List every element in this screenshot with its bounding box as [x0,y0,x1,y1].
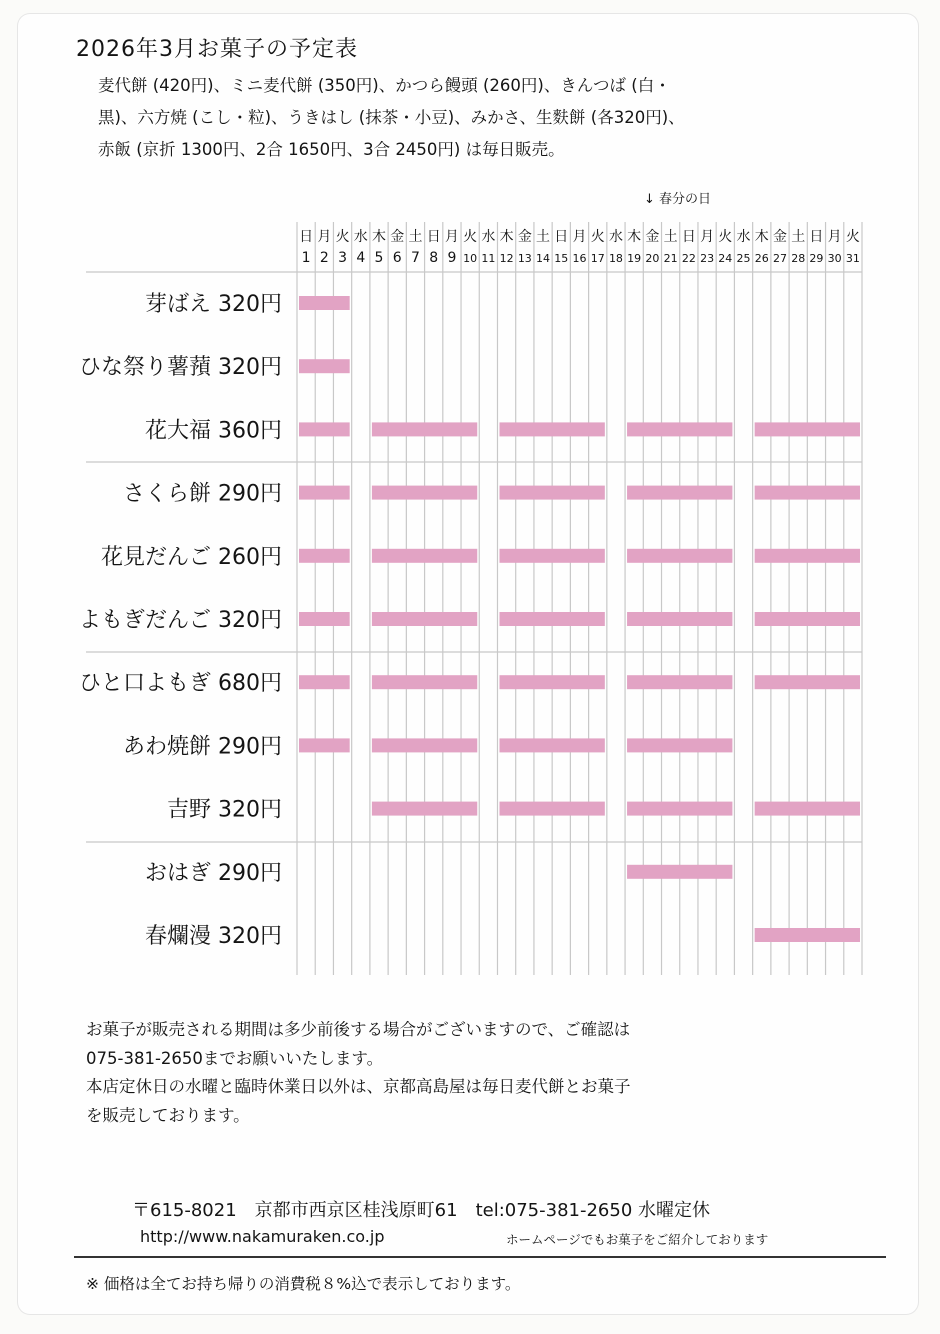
day-number-label: 1 [301,250,311,266]
shop-address: 〒615-8021 京都市西京区桂浅原町61 tel:075-381-2650 水曜定休 [132,1200,710,1221]
weekday-label: 月 [317,229,332,245]
availability-bar [299,738,350,752]
weekday-label: 金 [390,229,405,245]
weekday-label: 日 [809,229,824,245]
day-number-label: 11 [481,252,496,265]
weekday-label: 金 [772,229,787,245]
item-label: ひと口よもぎ 680円 [79,671,282,697]
day-number-label: 2 [319,250,329,266]
availability-bar [755,422,860,436]
availability-bar [299,675,350,689]
weekday-label: 土 [791,229,806,245]
availability-bar [299,549,350,563]
day-number-label: 20 [645,252,660,265]
day-number-label: 8 [429,250,439,266]
availability-bar [627,486,732,500]
item-label: 花大福 360円 [145,418,282,444]
item-label: あわ焼餅 290円 [123,734,282,760]
intro-line: 黒)、六方焼 (こし・粒)、うきはし (抹茶・小豆)、みかさ、生麩餅 (各320円)、 [98,108,685,127]
availability-bar [499,738,604,752]
weekday-label: 水 [736,229,751,245]
day-number-label: 27 [772,252,787,265]
intro-line: 麦代餅 (420円)、ミニ麦代餅 (350円)、かつら饅頭 (260円)、きんつば (白・ [98,76,671,95]
weekday-label: 月 [827,229,842,245]
day-number-label: 30 [827,252,842,265]
item-label: さくら餅 290円 [123,481,282,507]
day-number-label: 19 [627,252,642,265]
weekday-label: 土 [536,229,551,245]
day-number-label: 23 [700,252,715,265]
weekday-label: 火 [335,229,350,245]
note-line: 075-381-2650までお願いいたします。 [86,1048,384,1068]
day-number-label: 4 [356,250,366,266]
weekday-label: 土 [663,229,678,245]
day-number-label: 24 [718,252,733,265]
day-number-label: 7 [411,250,420,266]
weekday-label: 水 [608,229,623,245]
availability-bar [372,486,477,500]
availability-bar [372,549,477,563]
item-label: 吉野 320円 [167,797,282,823]
availability-bar [372,802,477,816]
weekday-label: 木 [627,229,642,245]
day-number-label: 25 [736,252,751,265]
availability-bar [499,802,604,816]
intro-line: 赤飯 (京折 1300円、2合 1650円、3合 2450円) は毎日販売。 [98,140,565,159]
weekday-label: 月 [700,229,715,245]
day-number-label: 22 [681,252,696,265]
item-label: おはぎ 290円 [145,860,282,886]
day-number-label: 14 [536,252,551,265]
day-number-label: 10 [463,252,478,265]
availability-bar [499,612,604,626]
day-number-label: 3 [338,250,348,266]
availability-bar [299,612,350,626]
website-link[interactable]: http://www.nakamuraken.co.jp [140,1227,385,1246]
day-number-label: 12 [499,252,514,265]
weekday-label: 火 [590,229,605,245]
weekday-label: 火 [463,229,478,245]
availability-bar [299,486,350,500]
day-number-label: 26 [754,252,769,265]
day-number-label: 21 [663,252,678,265]
availability-bar [499,675,604,689]
weekday-label: 水 [353,229,368,245]
availability-bar [372,675,477,689]
availability-bar [627,865,732,879]
item-label: 芽ばえ 320円 [145,292,282,317]
availability-bar [755,675,860,689]
availability-bar [627,549,732,563]
day-number-label: 18 [608,252,623,265]
availability-bar [627,675,732,689]
availability-bar [755,612,860,626]
day-number-label: 17 [590,252,605,265]
item-label: よもぎだんご 320円 [79,608,282,633]
homepage-note: ホームページでもお菓子をご紹介しております [506,1232,769,1247]
day-number-label: 31 [845,252,860,265]
availability-bar [499,549,604,563]
availability-bar [372,738,477,752]
weekday-label: 火 [845,229,860,245]
note-line: を販売しております。 [86,1105,250,1125]
availability-bar [755,802,860,816]
availability-bar [627,612,732,626]
availability-bar [499,422,604,436]
tax-note: ※ 価格は全てお持ち帰りの消費税８%込で表示しております。 [86,1275,521,1293]
availability-bar [755,549,860,563]
item-label: 春爛漫 320円 [145,924,282,949]
availability-bar [372,612,477,626]
weekday-label: 月 [572,229,587,245]
availability-bar [627,738,732,752]
weekday-label: 日 [554,229,569,245]
item-label: 花見だんご 260円 [101,544,282,570]
note-line: 本店定休日の水曜と臨時休業日以外は、京都高島屋は毎日麦代餅とお菓子 [86,1077,631,1096]
weekday-label: 木 [372,229,387,245]
day-number-label: 13 [517,252,532,265]
divider [74,1256,886,1258]
day-number-label: 6 [392,250,402,266]
availability-bar [755,928,860,942]
weekday-label: 金 [517,229,532,245]
notes-block [86,1016,631,1130]
availability-bar [627,422,732,436]
weekday-label: 火 [718,229,733,245]
day-number-label: 15 [554,252,569,265]
weekday-label: 月 [444,229,459,245]
availability-bar [299,296,350,310]
day-number-label: 16 [572,252,587,265]
equinox-label: ↓ 春分の日 [644,192,712,207]
weekday-label: 日 [681,229,696,245]
day-number-label: 28 [791,252,806,265]
weekday-label: 金 [645,229,660,245]
availability-bar [372,422,477,436]
note-line: お菓子が販売される期間は多少前後する場合がございますので、ご確認は [86,1020,631,1039]
availability-bar [499,486,604,500]
availability-bar [627,802,732,816]
day-number-label: 9 [447,250,457,266]
weekday-label: 日 [299,229,314,245]
weekday-label: 土 [408,229,423,245]
weekday-label: 木 [754,229,769,245]
weekday-label: 木 [499,229,514,245]
page-title: 2026年3月お菓子の予定表 [76,37,358,62]
day-number-label: 29 [809,252,824,265]
item-label: ひな祭り薯蕷 320円 [79,355,282,381]
day-number-label: 5 [374,250,384,266]
availability-bar [755,486,860,500]
weekday-label: 水 [481,229,496,245]
weekday-label: 日 [426,229,441,245]
availability-bar [299,422,350,436]
availability-bar [299,359,350,373]
